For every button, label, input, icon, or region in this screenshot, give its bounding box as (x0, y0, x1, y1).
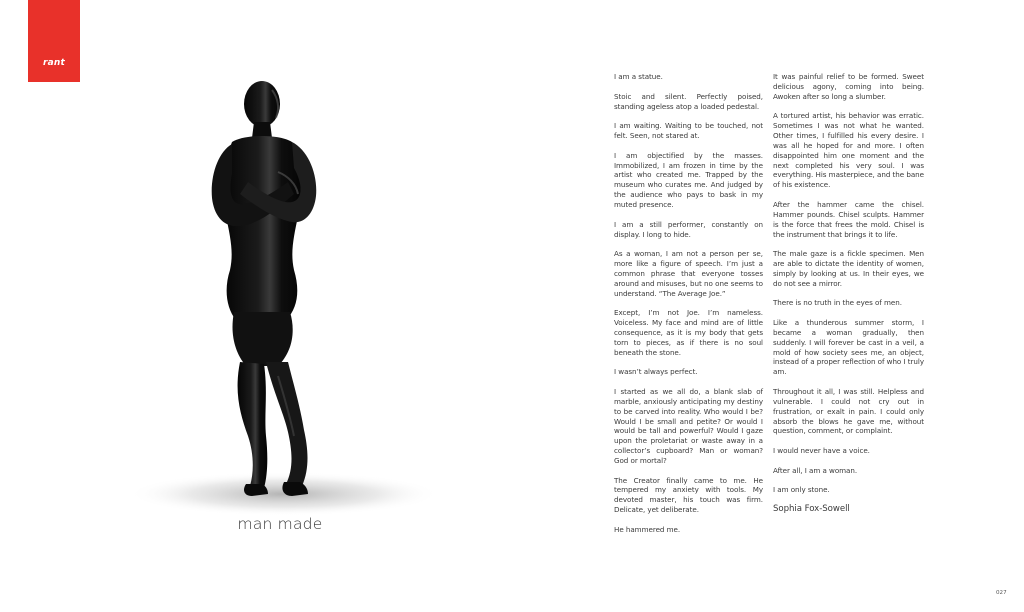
paragraph: There is no truth in the eyes of men. (773, 298, 902, 308)
paragraph: After the hammer came the chisel. Hammer pounds. Chisel sculpts. Hammer is the force that frees the mold. Chisel is the instrument that brings it to life. (773, 199, 924, 239)
paragraph: I would never have a voice. (773, 446, 870, 456)
paragraph: Except, I’m not Joe. I’m nameless. Voiceless. My face and mind are of little consequence, as it is my body that gets torn to pieces, as if there is no soul beneath the stone. (614, 308, 763, 357)
article-right-column (773, 72, 924, 515)
section-tag-block (28, 0, 80, 82)
page-number: 027 (996, 590, 1007, 596)
author-byline: Sophia Fox-Sowell (773, 504, 850, 515)
artwork-title: man made (237, 515, 323, 533)
paragraph: As a woman, I am not a person per se, more like a figure of speech. I’m just a common phrase that everyone tosses around and misuses, but no one seems to understand. “The Average Joe.” (614, 249, 763, 298)
paragraph: He hammered me. (614, 524, 681, 534)
paragraph: The Creator finally came to me. He tempered my anxiety with tools. My devoted master, his touch was firm. Delicate, yet deliberate. (614, 475, 763, 515)
paragraph: I am objectified by the masses. Immobilized, I am frozen in time by the artist who created me. Trapped by the museum who curates me. And judged by the audience who pays to bask in my muted presence. (614, 150, 763, 209)
floor-shadow (128, 472, 440, 516)
paragraph: I wasn’t always perfect. (614, 367, 698, 377)
paragraph: Throughout it all, I was still. Helpless and vulnerable. I could not cry out in frustration, or exalt in pain. I could only absorb the blows he gave me, without question, comment, or complaint. (773, 387, 924, 436)
paragraph: I am a still performer, constantly on display. I long to hide. (614, 219, 763, 239)
paragraph: Stoic and silent. Perfectly poised, standing ageless atop a loaded pedestal. (614, 91, 763, 111)
paragraph: After all, I am a woman. (773, 465, 858, 475)
paragraph: I am only stone. (773, 485, 830, 495)
article-left-column (614, 72, 763, 535)
paragraph: The male gaze is a fickle specimen. Men are able to dictate the identity of women, simply by looking at us. In their eyes, we do not see a mirror. (773, 249, 924, 288)
statue-image (128, 76, 440, 516)
paragraph: I am waiting. Waiting to be touched, not felt. Seen, not stared at. (614, 121, 763, 141)
paragraph: I am a statue. (614, 72, 663, 81)
paragraph: Like a thunderous summer storm, I became a woman gradually, then suddenly. I will forever be cast in a veil, a mold of how society sees me, an object, instead of a proper reflection of who I truly am. (773, 318, 924, 377)
paragraph: A tortured artist, his behavior was erratic. Sometimes I was not what he wanted. Other times, I fulfilled his every desire. I was all he hoped for and more. I often disappointed him one moment and the next completed his very soul. I was everything. His masterpiece, and the bane of his existence. (773, 111, 924, 190)
section-tag-label: rant (42, 58, 66, 68)
paragraph: It was painful relief to be formed. Sweet delicious agony, coming into being. Awoken after so long a slumber. (773, 72, 924, 101)
paragraph: I started as we all do, a blank slab of marble, anxiously anticipating my destiny to be carved into reality. Who would I be? Would I be small and petite? Or would I would be tall and powerful? Would I gaze upon the proletariat or waste away in a collector’s cupboard? Man or woman? God or mortal? (614, 387, 763, 465)
